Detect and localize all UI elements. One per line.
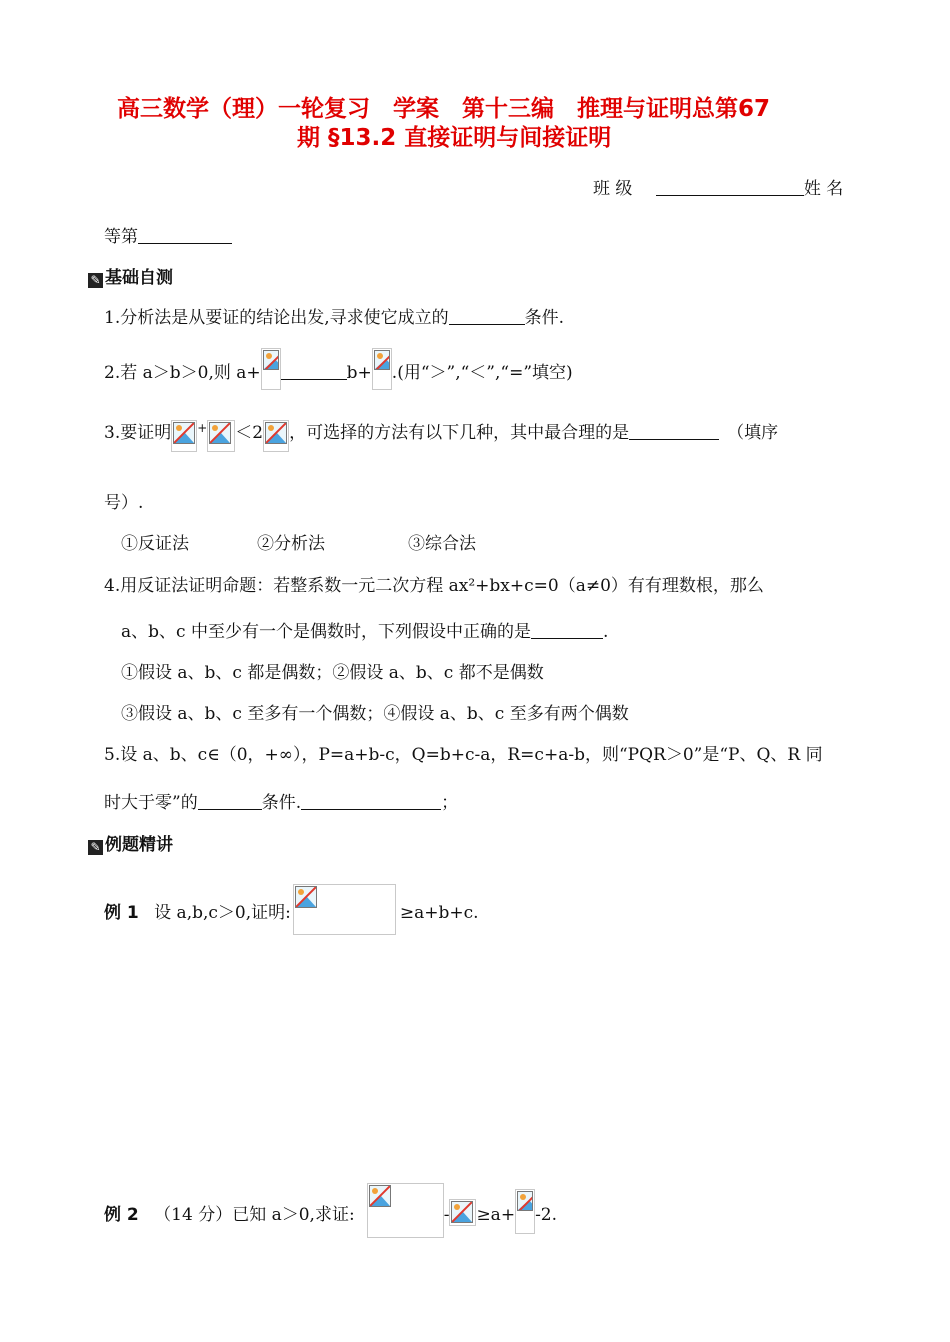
q3-option-2: ②分析法 [257,534,325,554]
q1-blank[interactable] [449,308,525,325]
question-4-line1: 4.用反证法证明命题：若整系数一元二次方程 ax²+bx+c=0（a≠0）有有理数根，那么 [104,576,764,596]
example-label: 例 2 [104,1205,139,1225]
document-title-line1: 高三数学（理）一轮复习 学案 第十三编 推理与证明总第67 [117,96,771,122]
q2-text-mid: b+ [346,363,372,383]
section-heading-basics [88,263,173,288]
grade-row [104,226,232,248]
sqrt-image-placeholder [261,348,281,390]
name-label: 姓 名 [803,179,844,199]
q3-blank[interactable] [629,423,719,440]
class-label: 班 级 [593,179,633,199]
example-2-text-end: -2. [535,1205,558,1225]
q5-text-mid: 条件. [261,793,302,813]
q1-text-end: 条件. [524,308,565,328]
document-title-line2: 期 §13.2 直接证明与间接证明 [297,125,612,151]
pencil-icon: ✎ [88,273,103,288]
example-1 [104,884,479,935]
q4-text-end: . [602,622,609,642]
q4-blank[interactable] [531,622,603,639]
q4-options-line1: ①假设 a、b、c 都是偶数；②假设 a、b、c 都不是偶数 [121,663,544,683]
class-blank[interactable] [656,179,804,196]
question-3 [104,417,778,452]
q3-option-3: ③综合法 [408,534,476,554]
q3-plus: + [197,421,208,435]
question-2 [104,348,573,390]
q3-option-1: ①反证法 [121,534,189,554]
question-5-line2 [104,792,458,814]
q5-text: 时大于零”的 [104,793,198,813]
question-3-cont: 号）. [104,493,144,513]
formula-image-placeholder [293,884,396,935]
q5-blank-2[interactable] [301,793,441,810]
q3-text-end: （填序 [727,423,779,443]
formula-image-placeholder [367,1183,444,1238]
q3-text: 3.要证明 [104,423,172,443]
section-heading-examples [88,830,173,855]
q3-text-mid: ，可选择的方法有以下几种，其中最合理的是 [289,423,630,443]
q2-text-end: .(用“＞”,“＜”,“=”填空) [391,363,573,383]
sqrt-image-placeholder [372,348,392,390]
section-title: 基础自测 [105,268,173,288]
sqrt-image-placeholder [171,420,197,452]
example-1-text-end: ≥a+b+c. [399,903,479,923]
sqrt-image-placeholder [449,1199,476,1226]
q2-text: 2.若 a＞b＞0,则 a+ [104,363,261,383]
question-5-line1: 5.设 a、b、c∈（0，+∞），P=a+b-c，Q=b+c-a，R=c+a-b，则“PQR＞0”是“P、Q、R 同 [104,745,823,765]
q4-text: a、b、c 中至少有一个是偶数时，下列假设中正确的是 [121,622,531,642]
sqrt-image-placeholder [515,1189,535,1234]
pencil-icon: ✎ [88,840,103,855]
q3-less-than: ＜2 [235,423,264,443]
sqrt-image-placeholder [263,420,289,452]
q5-text-end: ； [441,793,459,813]
example-2-minus: - [443,1205,450,1225]
q1-text: 1.分析法是从要证的结论出发,寻求使它成立的 [104,308,449,328]
example-label: 例 1 [104,903,139,923]
grade-blank[interactable] [138,227,232,244]
section-title: 例题精讲 [105,835,173,855]
sqrt-image-placeholder [207,420,235,452]
grade-label: 等第 [104,227,138,247]
question-4-line2 [121,621,608,643]
example-2 [104,1183,557,1238]
example-2-text-mid: ≥a+ [476,1205,516,1225]
class-name-row [593,178,843,200]
q5-blank-1[interactable] [198,793,262,810]
question-1 [104,307,564,329]
q4-options-line2: ③假设 a、b、c 至多有一个偶数；④假设 a、b、c 至多有两个偶数 [121,704,629,724]
q2-blank[interactable] [281,363,347,380]
example-2-text: （14 分）已知 a＞0,求证: [154,1205,355,1225]
example-1-text: 设 a,b,c＞0,证明: [154,903,291,923]
